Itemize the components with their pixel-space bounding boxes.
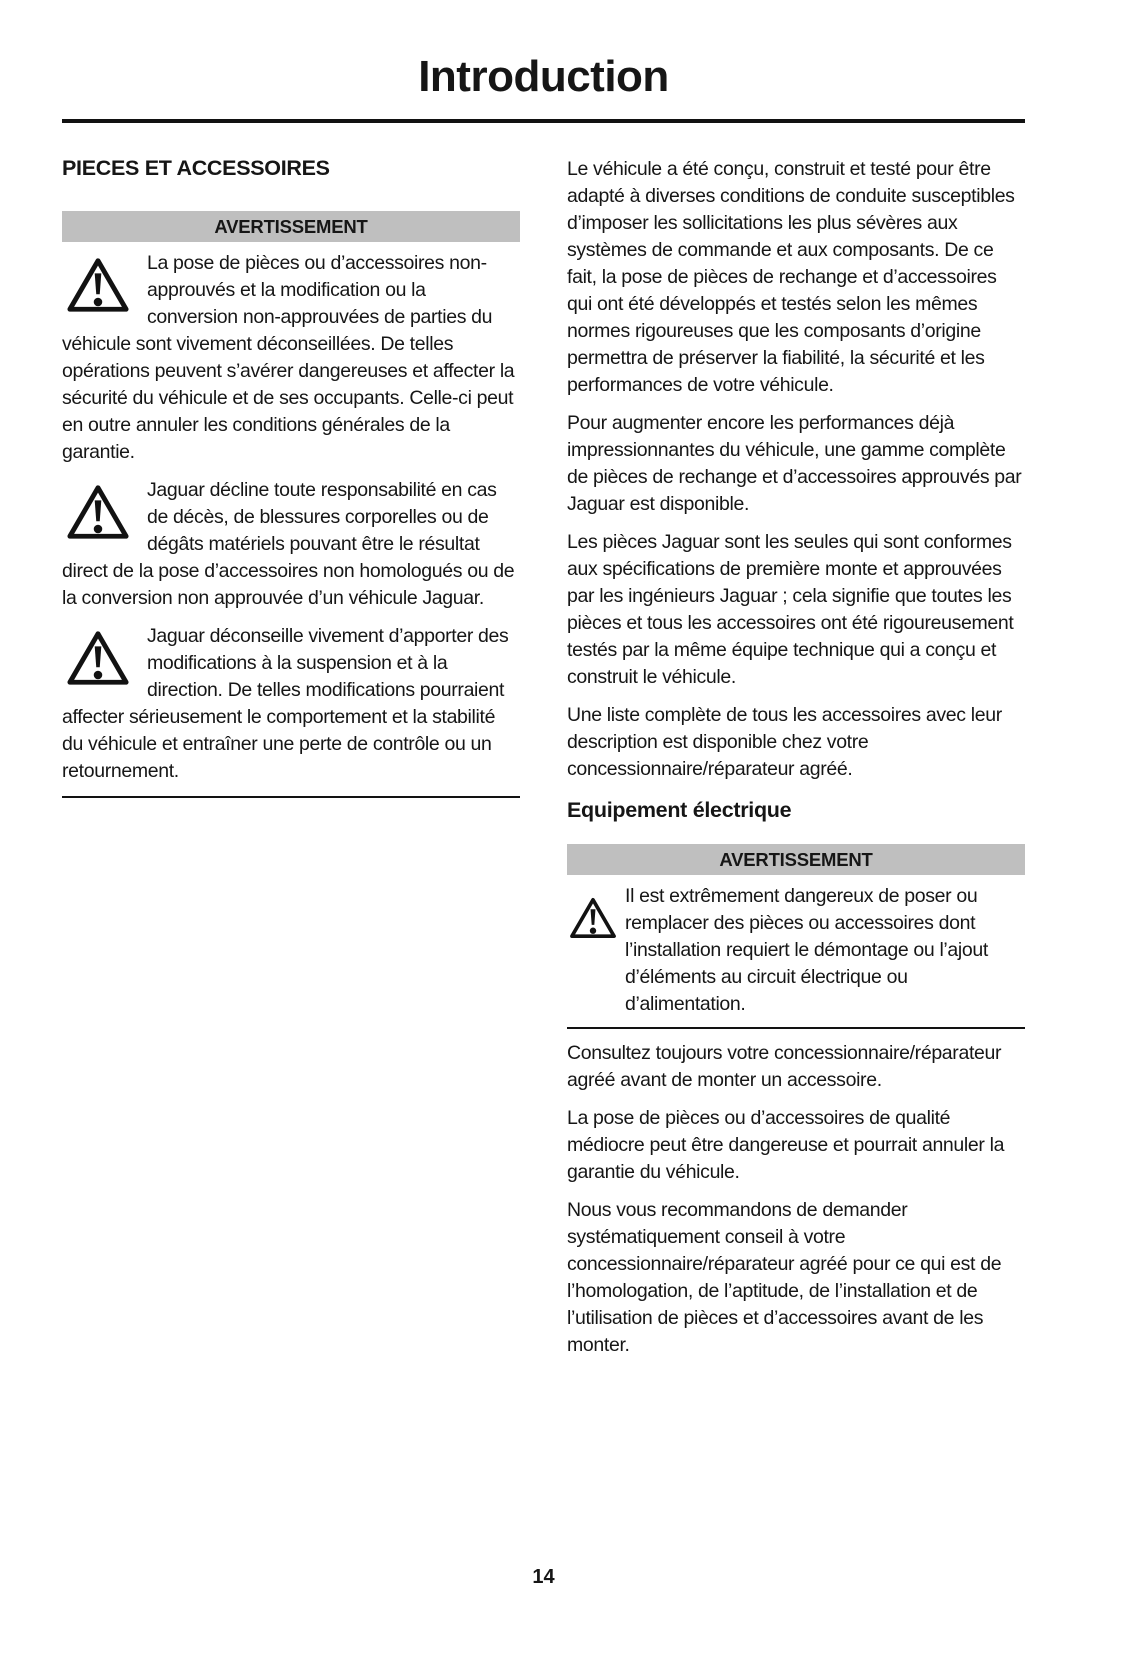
warning-text-content: La pose de pièces ou d’accessoires non-approuvés et la modification ou la conversion non-approuvées de parties du véhicule sont vivement déconseillées. De telles opérations peuvent s’avérer dangereuses et affecter la sécurité du véhicule et de ses occupants. Celle-ci peut en outre annuler les conditions générales de la garantie. bbox=[62, 252, 515, 463]
warning-divider bbox=[62, 796, 520, 798]
warning-text: Il est extrêmement dangereux de poser ou remplacer des pièces ou accessoires dont l’installation requiert le démontage ou l’ajout d’éléments au circuit électrique ou d’alimentation. bbox=[625, 885, 988, 1015]
subsection-heading: Equipement électrique bbox=[567, 798, 792, 822]
warning-item bbox=[62, 250, 520, 466]
warning-triangle-icon bbox=[569, 887, 617, 949]
warning-text bbox=[62, 250, 520, 466]
page-title: Introduction bbox=[418, 52, 669, 101]
body-paragraph: Une liste complète de tous les accessoires avec leur description est disponible chez votre concessionnaire/réparateur agréé. bbox=[567, 704, 1002, 780]
title-divider bbox=[62, 119, 1025, 123]
page-number: 14 bbox=[532, 1566, 555, 1588]
body-paragraph: Les pièces Jaguar sont les seules qui sont conformes aux spécifications de première monte et approuvées par les ingénieurs Jaguar ; cela signifie que toutes les pièces et tous les accessoires ont été rigoureusement testés par la même équipe technique qui a conçu et construit le véhicule. bbox=[567, 531, 1014, 688]
warning-item bbox=[62, 477, 520, 612]
warning-header: AVERTISSEMENT bbox=[62, 211, 520, 242]
warning-triangle-icon bbox=[66, 627, 130, 689]
left-column bbox=[62, 156, 520, 1370]
warning-item bbox=[62, 623, 520, 785]
body-paragraph: La pose de pièces ou d’accessoires de qualité médiocre peut être dangereuse et pourrait annuler la garantie du véhicule. bbox=[567, 1107, 1005, 1183]
right-column bbox=[567, 156, 1025, 1370]
warning-item bbox=[567, 883, 1025, 1018]
two-column-layout bbox=[62, 156, 1025, 1370]
warning-header: AVERTISSEMENT bbox=[567, 844, 1025, 875]
warning-block bbox=[62, 211, 520, 798]
body-paragraph: Consultez toujours votre concessionnaire/réparateur agréé avant de monter un accessoire. bbox=[567, 1042, 1002, 1091]
warning-text-content: Jaguar déconseille vivement d’apporter des modifications à la suspension et à la direction. De telles modifications pourraient affecter sérieusement le comportement et la stabilité du véhicule et entraîner une perte de contrôle ou un retournement. bbox=[62, 625, 509, 782]
body-paragraph: Nous vous recommandons de demander systématiquement conseil à votre concessionnaire/réparateur agréé pour ce qui est de l’homologation, de l’aptitude, de l’installation et de l’utilisation de pièces et d’accessoires avant de les monter. bbox=[567, 1199, 1002, 1356]
warning-block bbox=[567, 844, 1025, 1029]
body-paragraph: Pour augmenter encore les performances déjà impressionnantes du véhicule, une gamme complète de pièces de rechange et d’accessoires approuvés par Jaguar est disponible. bbox=[567, 412, 1022, 515]
section-heading: PIECES ET ACCESSOIRES bbox=[62, 156, 330, 180]
manual-page bbox=[62, 0, 1025, 1654]
warning-text bbox=[62, 623, 520, 785]
warning-text bbox=[62, 477, 520, 612]
warning-triangle-icon bbox=[66, 254, 130, 316]
body-paragraph: Le véhicule a été conçu, construit et testé pour être adapté à diverses conditions de conduite susceptibles d’imposer les sollicitations les plus sévères aux systèmes de commande et aux composants. De ce fait, la pose de pièces de rechange et d’accessoires qui ont été développés et testés selon les mêmes normes rigoureuses que les composants d’origine permettra de préserver la fiabilité, la sécurité et les performances de votre véhicule. bbox=[567, 158, 1015, 396]
warning-text-content: Jaguar décline toute responsabilité en cas de décès, de blessures corporelles ou de dégâts matériels pouvant être le résultat direct de la pose d’accessoires non homologués ou de la conversion non approuvée d’un véhicule Jaguar. bbox=[62, 479, 515, 609]
warning-triangle-icon bbox=[66, 481, 130, 543]
warning-divider bbox=[567, 1027, 1025, 1029]
